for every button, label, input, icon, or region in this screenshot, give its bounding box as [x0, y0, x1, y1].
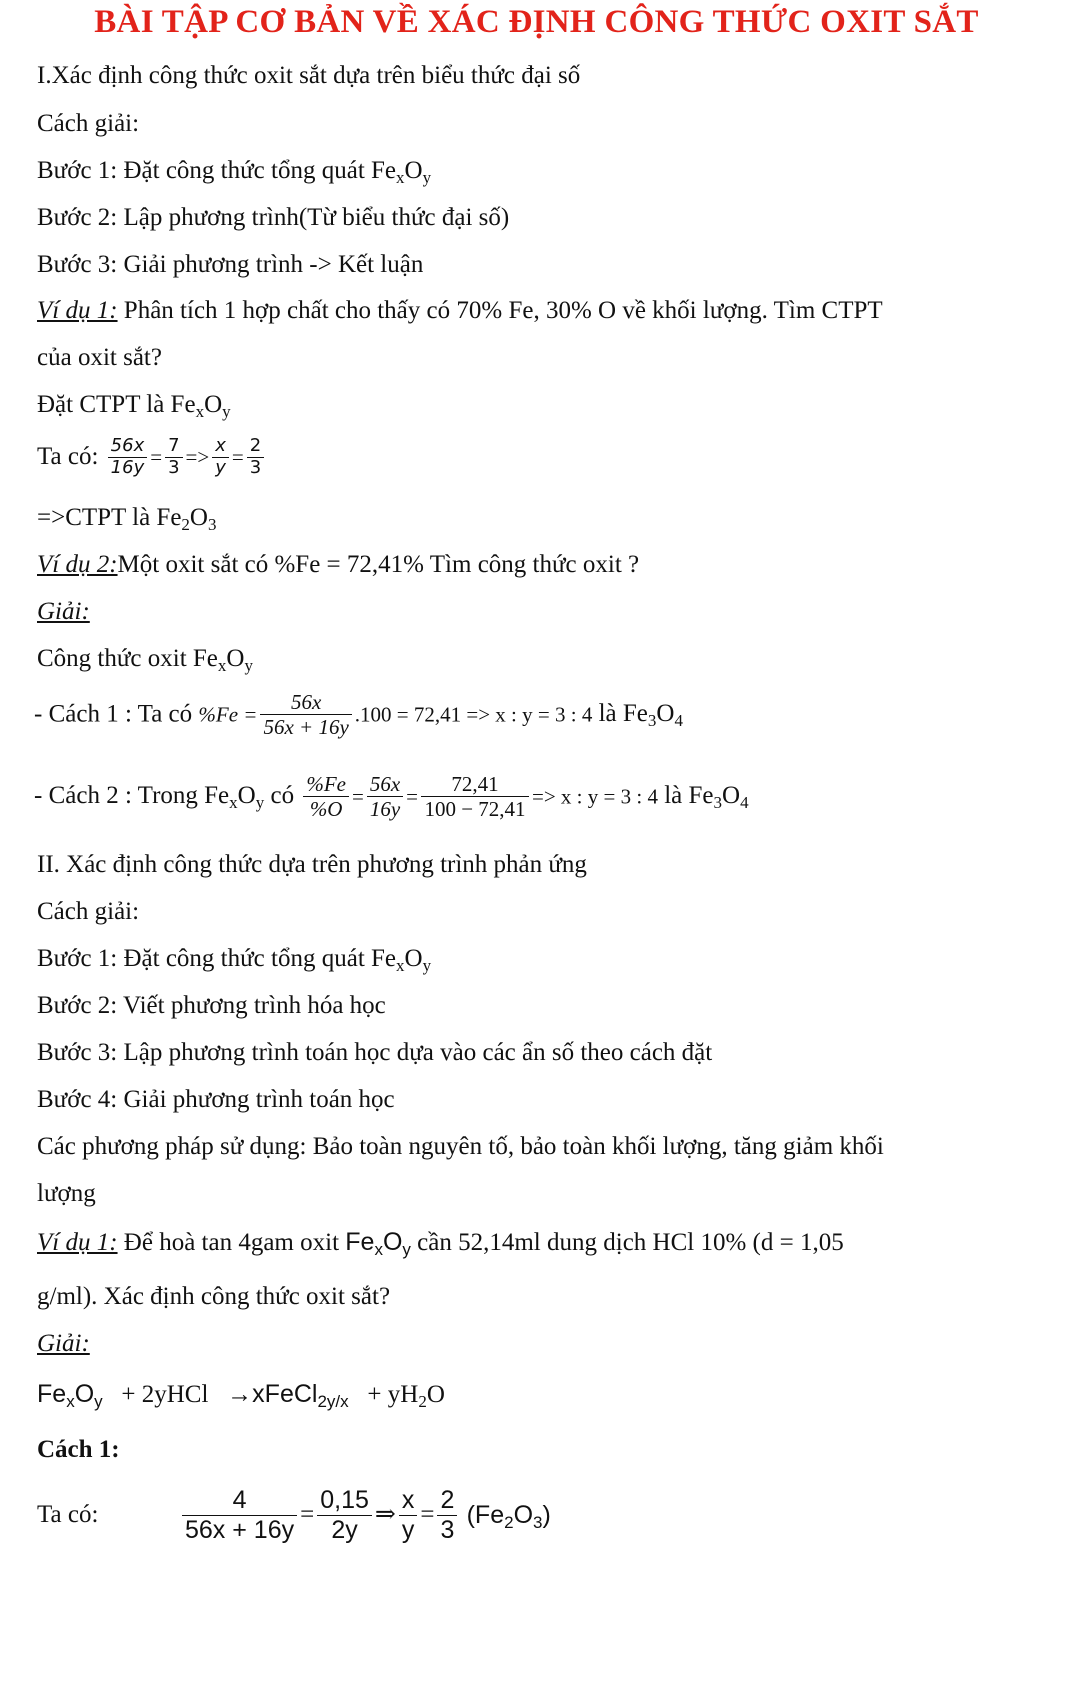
example-3: Ví dụ 1: Để hoà tan 4gam oxit $Fe_xO_y$ cần 52,14ml dung dịch HCl 10% (d = 1,05: [37, 1228, 844, 1260]
step-3-b: Bước 3: Lập phương trình toán học dựa vào các ẩn số theo cách đặt: [37, 1039, 713, 1066]
example-1-cont: của oxit sắt?: [37, 344, 162, 371]
method-2-equation: - Cách 2 : Trong $Fe_xO_y$ có $\frac{\%Fe}{\%O}$ = $\frac{56x}{16y}$ = $\frac{72,41}{100 - 72,41}$ => x : y = 3 : 4 là $Fe_3O_4$: [34, 772, 749, 822]
conclusion-1: =>CTPT là $Fe_2O_3$: [37, 504, 217, 535]
method-1-equation: - Cách 1 : Ta có %Fe = $\frac{56x}{56x + 16y}$ .100 = 72,41 => x : y = 3 : 4 là $Fe_3O_4$: [34, 690, 683, 740]
solution-label: Giải:: [37, 598, 90, 625]
section-2-heading: II. Xác định công thức dựa trên phương trình phản ứng: [37, 851, 587, 878]
step-2: Bước 2: Lập phương trình(Từ biểu thức đại số): [37, 204, 510, 231]
page-title: BÀI TẬP CƠ BẢN VỀ XÁC ĐỊNH CÔNG THỨC OXIT SẮT: [94, 4, 979, 40]
step-1: Bước 1: Đặt công thức tổng quát $Fe_xO_y$: [37, 157, 432, 188]
method-label: Cách giải:: [37, 110, 140, 137]
example-3-cont: g/ml). Xác định công thức oxit sắt?: [37, 1283, 391, 1310]
step-1-b: Bước 1: Đặt công thức tổng quát $Fe_xO_y$: [37, 945, 432, 976]
methods-used-cont: lượng: [37, 1180, 96, 1207]
step-4-b: Bước 4: Giải phương trình toán học: [37, 1086, 395, 1113]
step-2-b: Bước 2: Viết phương trình hóa học: [37, 992, 386, 1019]
step-3: Bước 3: Giải phương trình -> Kết luận: [37, 251, 424, 278]
ratio-equation: Ta có: $\frac{56x}{16y}$ = $\frac{7}{3}$ => $\frac{x}{y}$ = $\frac{2}{3}$: [37, 436, 267, 478]
solution-label-2: Giải:: [37, 1330, 90, 1357]
section-1-heading: I.Xác định công thức oxit sắt dựa trên biểu thức đại số: [37, 62, 581, 89]
reaction-equation: $Fe_xO_y$ + 2yHCl →xFeCl$_{2y/x}$ + $yH_2O$: [37, 1380, 445, 1412]
example-1: Ví dụ 1: Phân tích 1 hợp chất cho thấy có 70% Fe, 30% O về khối lượng. Tìm CTPT: [37, 297, 883, 324]
method-label-2: Cách giải:: [37, 898, 140, 925]
example-2: Ví dụ 2:Một oxit sắt có %Fe = 72,41% Tìm công thức oxit ?: [37, 551, 640, 578]
set-formula: Đặt CTPT là $Fe_xO_y$: [37, 391, 231, 422]
oxide-formula: Công thức oxit $Fe_xO_y$: [37, 645, 253, 676]
ratio-equation-2: Ta có: $\frac{4}{56x + 16y}$ = $\frac{0,15}{2y}$ ⇒ $\frac{x}{y}$ = $\frac{2}{3}$ $(Fe_2O_3)$: [37, 1486, 551, 1544]
method-1-label: Cách 1:: [37, 1436, 120, 1463]
methods-used: Các phương pháp sử dụng: Bảo toàn nguyên tố, bảo toàn khối lượng, tăng giảm khối: [37, 1133, 884, 1160]
